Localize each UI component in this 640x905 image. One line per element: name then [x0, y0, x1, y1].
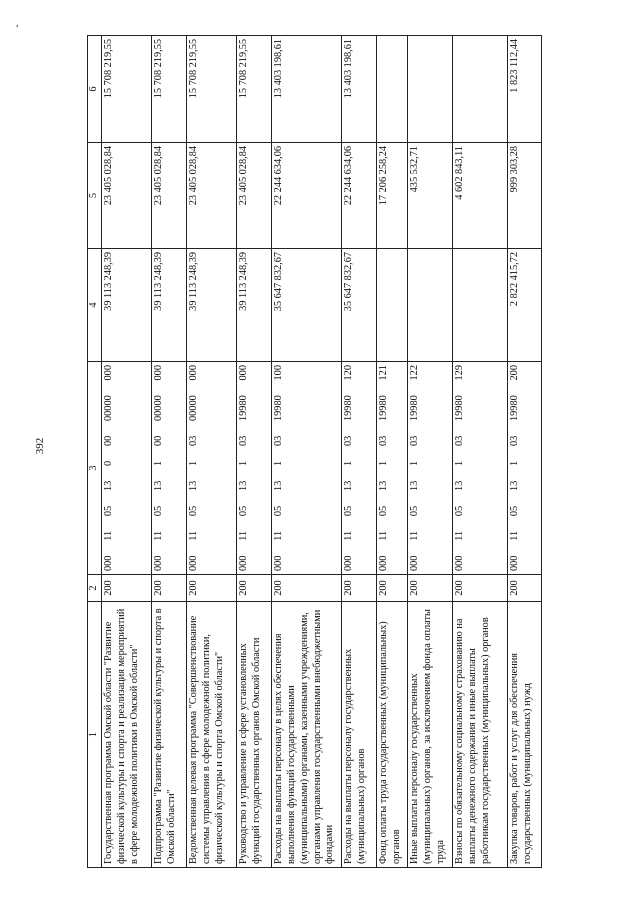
code-part: 000	[188, 555, 199, 571]
code-part: 11	[103, 530, 114, 541]
code-part: 000	[238, 365, 249, 381]
table-row	[102, 36, 152, 868]
code-part: 000	[153, 555, 164, 571]
header-cell-1: 1	[88, 602, 102, 868]
code-part: 03	[273, 435, 284, 447]
code-part: 1	[273, 460, 284, 466]
chapter-cell: 200	[508, 575, 542, 602]
row-name-cell: Фонд оплаты труда государственных (муниципальных) органов	[377, 602, 408, 868]
table-row	[237, 36, 272, 868]
code-part: 1	[343, 460, 354, 466]
chapter-cell: 200	[408, 575, 453, 602]
code-part: 13	[409, 480, 420, 492]
code-part: 03	[509, 435, 520, 447]
code-part: 03	[454, 435, 465, 447]
amount-col6-cell: 15 708 219,55	[237, 36, 272, 143]
code-part: 1	[238, 460, 249, 466]
code-part: 000	[378, 555, 389, 571]
code-part: 11	[153, 530, 164, 541]
amount-col6-cell: 1 823 112,44	[508, 36, 542, 143]
amount-col4-cell	[408, 249, 453, 362]
amount-col4-cell	[377, 249, 408, 362]
code-cell	[453, 362, 508, 575]
code-part: 000	[238, 555, 249, 571]
code-part: 19980	[509, 395, 520, 421]
code-part: 05	[273, 505, 284, 517]
code-part: 11	[343, 530, 354, 541]
code-cell	[377, 362, 408, 575]
code-part: 19980	[343, 395, 354, 421]
code-part: 120	[343, 365, 354, 381]
code-part: 1	[454, 460, 465, 466]
code-part: 11	[454, 530, 465, 541]
header-cell-5: 5	[88, 143, 102, 249]
code-part: 13	[343, 480, 354, 492]
code-part: 000	[343, 555, 354, 571]
code-part: 000	[409, 555, 420, 571]
amount-col5-cell: 17 206 258,24	[377, 143, 408, 249]
code-part: 03	[238, 435, 249, 447]
code-cell	[237, 362, 272, 575]
amount-col5-cell: 22 244 634,06	[342, 143, 377, 249]
code-part: 1	[153, 460, 164, 466]
row-name-cell: Иные выплаты персоналу государственных (муниципальных) органов, за исключением фонда оплаты труда	[408, 602, 453, 868]
code-part: 19980	[238, 395, 249, 421]
code-part: 03	[343, 435, 354, 447]
budget-code	[343, 365, 356, 571]
table-row	[152, 36, 187, 868]
code-part: 03	[188, 435, 199, 447]
budget-code	[378, 365, 391, 571]
code-part: 13	[509, 480, 520, 492]
amount-col4-cell: 39 113 248,39	[237, 249, 272, 362]
row-name-cell: Руководство и управление в сфере установленных функций государственных органов Омской области	[237, 602, 272, 868]
amount-col6-cell: 13 403 198,61	[272, 36, 342, 143]
code-part: 19980	[273, 395, 284, 421]
code-part: 05	[343, 505, 354, 517]
header-cell-4: 4	[88, 249, 102, 362]
code-part: 11	[509, 530, 520, 541]
code-part: 00	[103, 435, 114, 447]
budget-code	[454, 365, 467, 571]
code-part: 000	[509, 555, 520, 571]
code-part: 000	[103, 555, 114, 571]
code-part: 13	[378, 480, 389, 492]
code-part: 00	[153, 435, 164, 447]
amount-col5-cell: 4 602 843,11	[453, 143, 508, 249]
row-name-cell: Подпрограмма "Развитие физической культуры и спорта в Омской области"	[152, 602, 187, 868]
code-part: 000	[454, 555, 465, 571]
amount-col5-cell: 999 303,28	[508, 143, 542, 249]
budget-code	[188, 365, 201, 571]
amount-col5-cell: 23 405 028,84	[187, 143, 237, 249]
chapter-cell: 200	[152, 575, 187, 602]
budget-code	[273, 365, 286, 571]
code-part: 05	[378, 505, 389, 517]
amount-col6-cell: 13 403 198,61	[342, 36, 377, 143]
code-part: 05	[153, 505, 164, 517]
code-part: 05	[454, 505, 465, 517]
amount-col6-cell	[453, 36, 508, 143]
code-part: 19980	[409, 395, 420, 421]
code-cell	[187, 362, 237, 575]
amount-col5-cell: 23 405 028,84	[152, 143, 187, 249]
budget-code	[409, 365, 422, 571]
budget-code	[103, 365, 116, 571]
code-part: 05	[188, 505, 199, 517]
code-part: 19980	[378, 395, 389, 421]
code-part: 13	[103, 480, 114, 492]
code-part: 05	[409, 505, 420, 517]
budget-code	[153, 365, 166, 571]
table-row	[377, 36, 408, 868]
code-part: 13	[454, 480, 465, 492]
code-cell	[408, 362, 453, 575]
code-part: 100	[273, 365, 284, 381]
chapter-cell: 200	[187, 575, 237, 602]
table-row	[187, 36, 237, 868]
amount-col4-cell: 39 113 248,39	[187, 249, 237, 362]
amount-col5-cell: 23 405 028,84	[102, 143, 152, 249]
code-part: 05	[509, 505, 520, 517]
code-part: 000	[188, 365, 199, 381]
row-name-cell: Расходы на выплаты персоналу государственных (муниципальных) органов	[342, 602, 377, 868]
chapter-cell: 200	[342, 575, 377, 602]
amount-col5-cell: 435 532,71	[408, 143, 453, 249]
code-cell	[152, 362, 187, 575]
header-cell-3: 3	[88, 362, 102, 575]
code-cell	[272, 362, 342, 575]
code-part: 00000	[153, 395, 164, 421]
row-name-cell: Ведомственная целевая программа "Совершенствование системы управления в сфере молодежной политики, физической культуры и спорта Омской области"	[187, 602, 237, 868]
page-number: 392	[34, 437, 46, 455]
code-part: 129	[454, 365, 465, 381]
code-part: 11	[273, 530, 284, 541]
code-part: 121	[378, 365, 389, 381]
row-name-cell: Взносы по обязательному социальному страхованию на выплаты денежного содержания и иные выплаты работникам государственных (муниципальных) органов	[453, 602, 508, 868]
amount-col6-cell: 15 708 219,55	[152, 36, 187, 143]
amount-col4-cell: 2 822 415,72	[508, 249, 542, 362]
rotated-page	[87, 36, 640, 868]
code-part: 00000	[103, 395, 114, 421]
amount-col4-cell: 35 647 832,67	[272, 249, 342, 362]
amount-col6-cell	[408, 36, 453, 143]
code-part: 122	[409, 365, 420, 381]
code-part: 11	[238, 530, 249, 541]
code-part: 1	[409, 460, 420, 466]
code-part: 11	[188, 530, 199, 541]
code-part: 13	[273, 480, 284, 492]
amount-col5-cell: 22 244 634,06	[272, 143, 342, 249]
code-part: 200	[509, 365, 520, 381]
amount-col4-cell: 39 113 248,39	[152, 249, 187, 362]
chapter-cell: 200	[272, 575, 342, 602]
amount-col6-cell	[377, 36, 408, 143]
code-cell	[342, 362, 377, 575]
code-part: 03	[409, 435, 420, 447]
budget-code	[238, 365, 251, 571]
code-cell	[508, 362, 542, 575]
budget-code	[509, 365, 522, 571]
code-part: 19980	[454, 395, 465, 421]
chapter-cell: 200	[453, 575, 508, 602]
amount-col4-cell	[453, 249, 508, 362]
code-cell	[102, 362, 152, 575]
amount-col4-cell: 39 113 248,39	[102, 249, 152, 362]
header-cell-6: 6	[88, 36, 102, 143]
amount-col4-cell: 35 647 832,67	[342, 249, 377, 362]
code-part: 05	[238, 505, 249, 517]
code-part: 000	[103, 365, 114, 381]
row-name-cell: Закупка товаров, работ и услуг для обеспечения государственных (муниципальных) нужд	[508, 602, 542, 868]
code-part: 1	[509, 460, 520, 466]
code-part: 13	[153, 480, 164, 492]
budget-table	[87, 35, 542, 868]
rotated-content	[87, 36, 640, 868]
table-row	[508, 36, 542, 868]
chapter-cell: 200	[237, 575, 272, 602]
code-part: 0	[103, 460, 114, 466]
amount-col6-cell: 15 708 219,55	[187, 36, 237, 143]
table-row	[453, 36, 508, 868]
code-part: 11	[378, 530, 389, 541]
table-row	[342, 36, 377, 868]
code-part: 13	[238, 480, 249, 492]
chapter-cell: 200	[377, 575, 408, 602]
header-row	[88, 36, 102, 868]
row-name-cell: Расходы на выплаты персоналу в целях обеспечения выполнения функций государственными (муниципальными) органами, казенными учреждениями, органами управления государственными внебюджетными фондами	[272, 602, 342, 868]
code-part: 000	[273, 555, 284, 571]
code-part: 11	[409, 530, 420, 541]
code-part: 000	[153, 365, 164, 381]
header-cell-2: 2	[88, 575, 102, 602]
code-part: 1	[378, 460, 389, 466]
amount-col6-cell: 15 708 219,55	[102, 36, 152, 143]
amount-col5-cell: 23 405 028,84	[237, 143, 272, 249]
code-part: 13	[188, 480, 199, 492]
code-part: 03	[378, 435, 389, 447]
table-row	[408, 36, 453, 868]
row-name-cell: Государственная программа Омской области "Развитие физической культуры и спорта и реализация мероприятий в сфере молодежной политики в Омской области"	[102, 602, 152, 868]
corner-mark: ,	[16, 18, 19, 29]
chapter-cell: 200	[102, 575, 152, 602]
code-part: 00000	[188, 395, 199, 421]
code-part: 1	[188, 460, 199, 466]
code-part: 05	[103, 505, 114, 517]
table-row	[272, 36, 342, 868]
